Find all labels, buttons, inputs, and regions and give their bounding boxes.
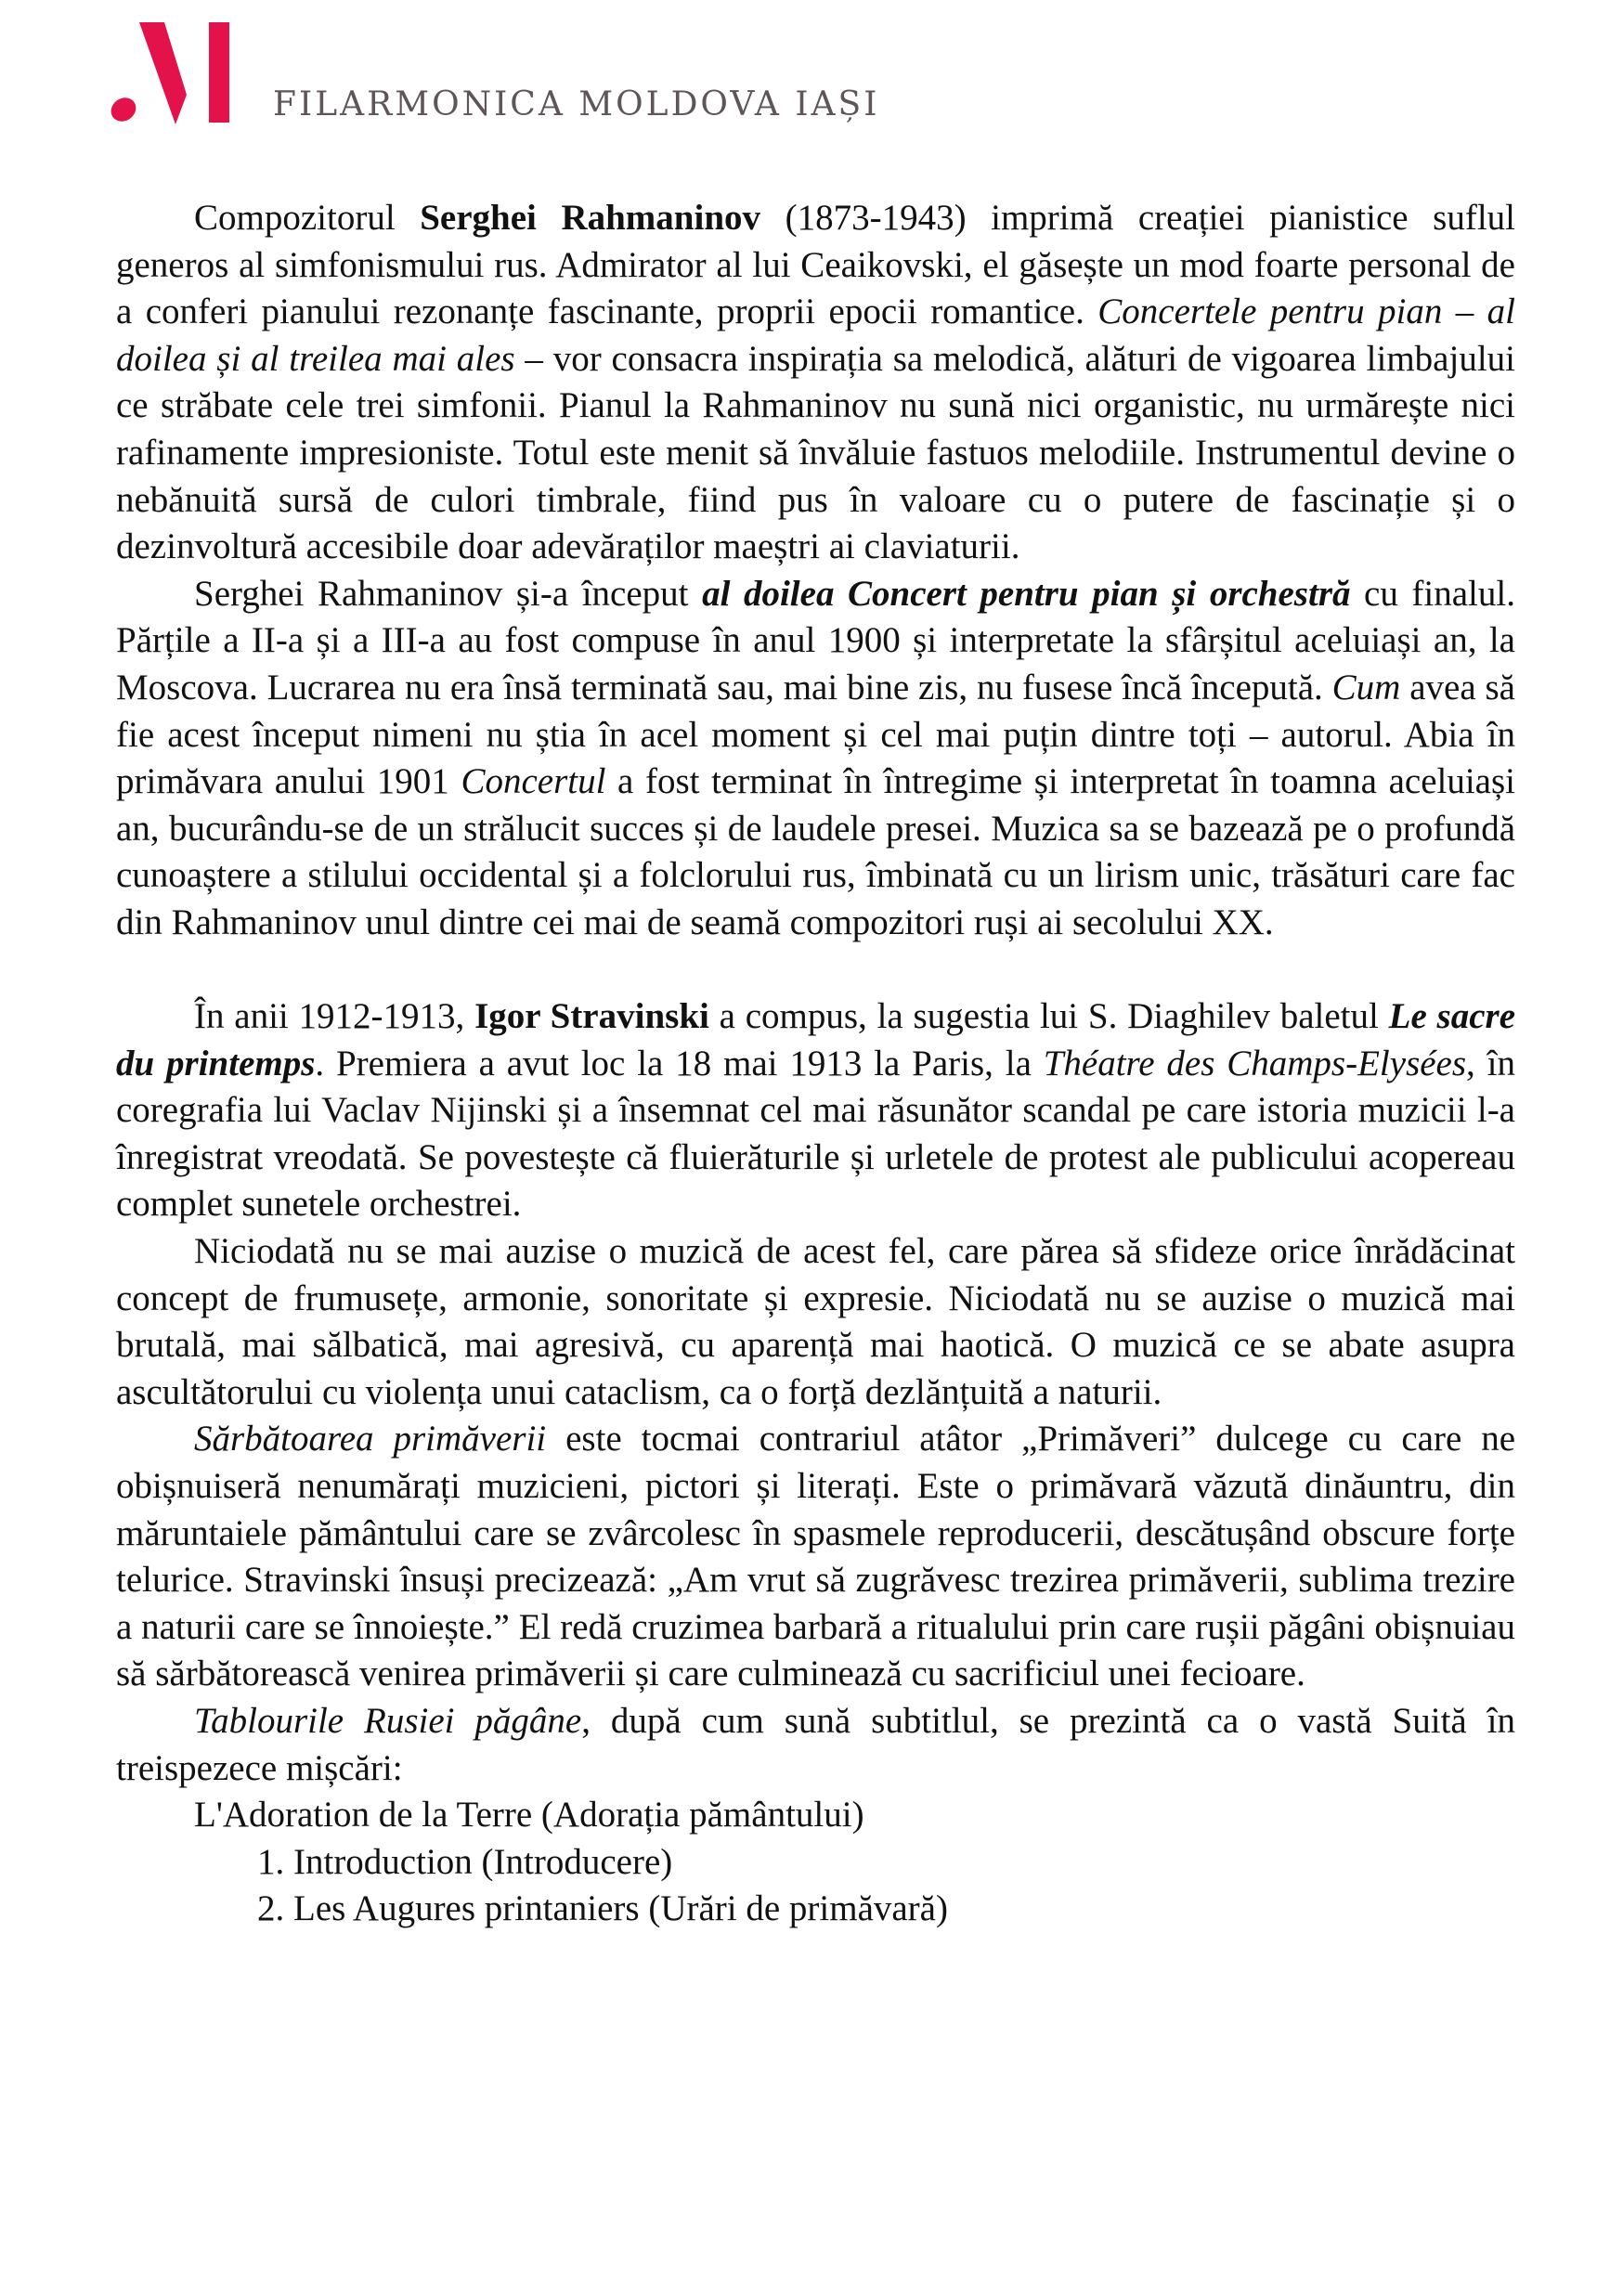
text-segment: Théatre des Champs-Elysées: [1043, 1043, 1467, 1083]
movement-item-1: 1. Introduction (Introducere): [257, 1841, 673, 1882]
paragraph-tablourile: [116, 1698, 1515, 1792]
text-segment: Tablourile Rusiei păgâne: [194, 1701, 582, 1741]
text-segment: Concertul: [461, 761, 606, 802]
text-segment: . Premiera a avut loc la 18 mai 1913 la Paris, la: [315, 1043, 1044, 1083]
org-name: FILARMONICA MOLDOVA IAȘI: [273, 85, 880, 123]
text-segment: al doilea Concert pentru pian și orchestră: [702, 573, 1351, 614]
logo-dot: [107, 93, 140, 126]
text-segment: Le sacre du printemps: [116, 996, 1516, 1083]
paragraph-sarbatoarea: [116, 1416, 1515, 1698]
text-segment: În anii 1912-1913,: [194, 996, 475, 1037]
text-segment: Serghei Rahmaninov și-a început: [194, 573, 703, 614]
movement-part-title: L'Adoration de la Terre (Adorația pământului): [194, 1795, 864, 1836]
text-segment: Niciodată nu se mai auzise o muzică de acest fel, care părea să sfideze orice înrădăcinat concept de frumusețe, armonie, sonoritate și expresie. Niciodată nu se auzise o muzică mai brutală, mai sălbatică, mai agresivă, cu aparență mai haotică. O muzică ce se abate asupra ascultătorului cu violența unui cataclism, ca o forță dezlănțuită a naturii.: [116, 1231, 1515, 1412]
text-segment: este tocmai contrariul atâtor „Primăveri” dulcege cu care ne obișnuiseră nenumărați muzicieni, pictori și literați. Este o primăvară văzută dinăuntru, din măruntaiele pământului care se zvârcolesc în spasmele reproducerii, descătușând obscure forțe telurice. Stravinski însuși precizează: „Am vrut să zugrăvesc trezirea primăverii, sublima trezire a naturii care se înnoiește.” El redă cruzimea barbară a ritualului prin care rușii păgâni obișnuiau să sărbătorească venirea primăverii și care culminează cu sacrificiul unei fecioare.: [116, 1419, 1516, 1694]
text-segment: Igor Stravinski: [474, 996, 709, 1037]
logo-vertical-bar: [209, 22, 229, 123]
text-segment: , în coregrafia lui Vaclav Nijinski și a însemnat cel mai răsunător scandal pe care istoria muzicii l-a înregistrat vreodată. Se povestește că fluierăturile și urletele de protest ale publicului acopereau complet sunetele orchestrei.: [116, 1043, 1515, 1225]
text-segment: , după cum sună subtitlul, se prezintă ca o vastă Suită în treispezece mișcări:: [116, 1701, 1515, 1788]
text-segment: a fost terminat în întregime și interpretat în toamna aceluiași an, bucurându-se de un strălucit succes și de laudele presei. Muzica sa se bazează pe o profundă cunoaștere a stilului occidental și a folclorului rus, îmbinată cu un lirism unic, trăsături care fac din Rahmaninov unul dintre cei mai de seamă compozitori ruși ai secolului XX.: [116, 761, 1516, 942]
paragraph-rahmaninov-intro: [116, 195, 1515, 571]
text-segment: avea să fie acest început nimeni nu știa în acel moment și cel mai puțin dintre toți – autorul. Abia în primăvara anului 1901: [116, 667, 1515, 802]
text-segment: Compozitorul: [194, 198, 421, 238]
text-segment: a compus, la sugestia lui S. Diaghilev baletul: [708, 996, 1389, 1037]
filarmonica-logo-icon: [107, 20, 237, 127]
paragraph-stravinski-intro: [116, 993, 1515, 1228]
logo-slant-stroke: [139, 22, 187, 124]
movement-item-2: 2. Les Augures printaniers (Urări de primăvară): [257, 1888, 948, 1929]
text-segment: Cum: [1331, 667, 1401, 707]
paragraph-rahmaninov-concert: [116, 571, 1515, 947]
text-segment: Sărbătoarea primăverii: [194, 1419, 547, 1459]
text-segment: (1873-1943) imprimă creației pianistice suflul generos al simfonismului rus. Admirator al lui Ceaikovski, el găsește un mod foarte personal de a conferi pianului rezonanțe fascinante, proprii epocii romantice.: [116, 198, 1516, 332]
paragraph-stravinski-music: [116, 1228, 1515, 1416]
text-segment: cu finalul. Părțile a II-a și a III-a au fost compuse în anul 1900 și interpretate la sfârșitul aceluiași an, la Moscova. Lucrarea nu era însă terminată sau, mai bine zis, nu fusese încă începută.: [116, 573, 1515, 707]
text-segment: Serghei Rahmaninov: [420, 198, 761, 238]
text-segment: – vor consacra inspirația sa melodică, alături de vigoarea limbajului ce străbate cele trei simfonii. Pianul la Rahmaninov nu sună nici organistic, nu urmărește nici rafinamente impresioniste. Totul este menit să învăluie fastuos melodiile. Instrumentul devine o nebănuită sursă de culori timbrale, fiind pus în valoare cu o putere de fascinație și o dezinvoltură accesibile doar adevăraților maeștri ai claviaturii.: [116, 338, 1515, 567]
text-segment: Concertele pentru pian – al doilea și al treilea mai ales: [116, 292, 1515, 379]
document-body: [116, 195, 1515, 1933]
